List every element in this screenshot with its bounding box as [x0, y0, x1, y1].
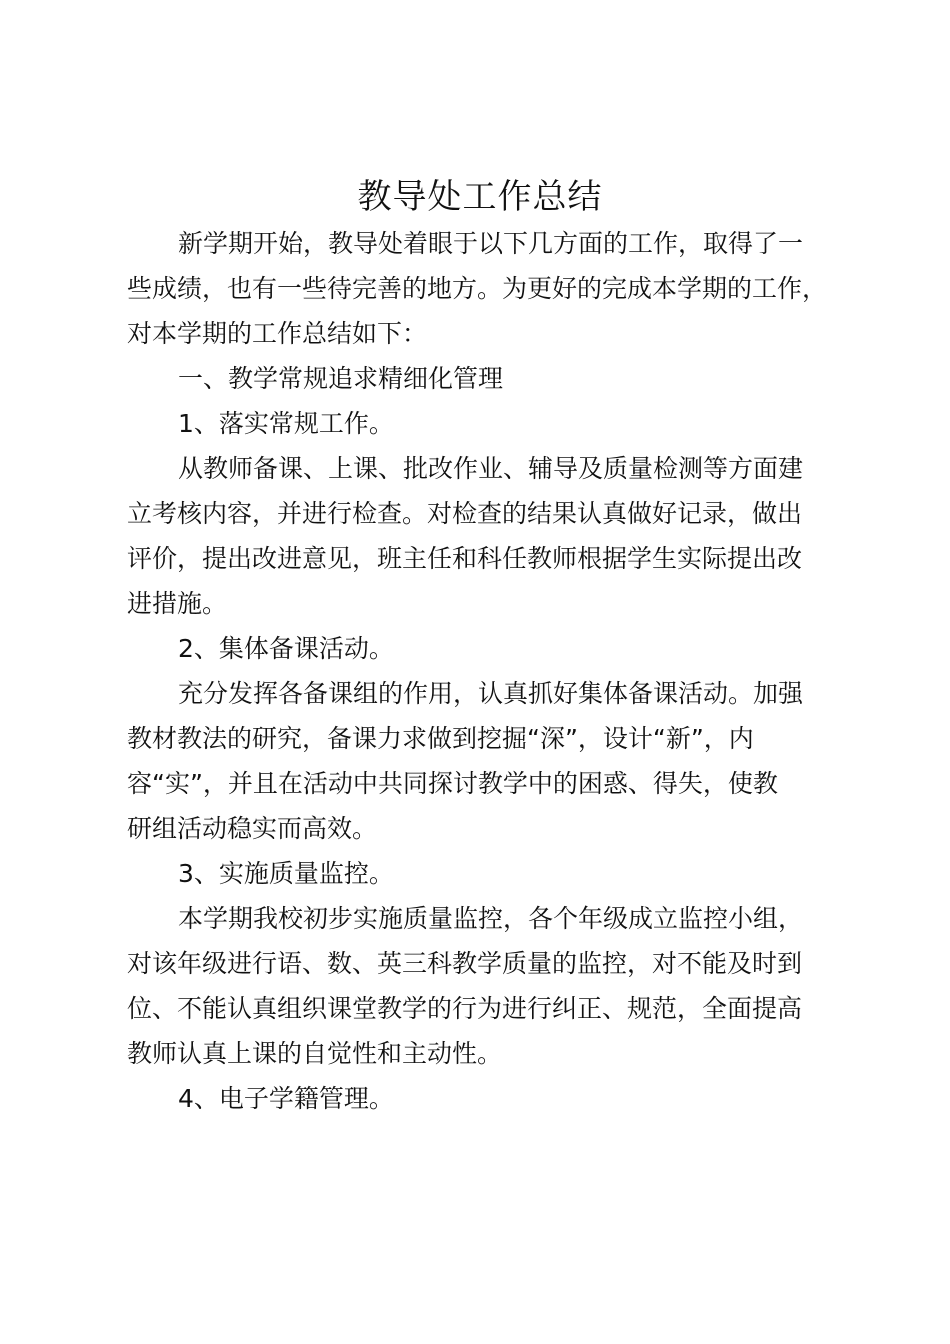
paragraph-line: 新学期开始，教导处着眼于以下几方面的工作，取得了一: [178, 229, 804, 258]
paragraph-line: 立考核内容，并进行检查。对检查的结果认真做好记录，做出: [127, 499, 803, 528]
subsection-heading: 3、实施质量监控。: [178, 859, 394, 888]
paragraph-line: 容“实”，并且在活动中共同探讨教学中的困惑、得失，使教: [127, 769, 778, 798]
paragraph-line: 从教师备课、上课、批改作业、辅导及质量检测等方面建: [178, 454, 804, 483]
paragraph-line: 教材教法的研究，备课力求做到挖掘“深”，设计“新”，内: [127, 724, 754, 753]
paragraph-line: 些成绩，也有一些待完善的地方。为更好的完成本学期的工作，: [127, 274, 828, 303]
paragraph-line: 位、不能认真组织课堂教学的行为进行纠正、规范，全面提高: [127, 994, 803, 1023]
paragraph-line: 本学期我校初步实施质量监控，各个年级成立监控小组，: [178, 904, 804, 933]
subsection-heading: 4、电子学籍管理。: [178, 1084, 394, 1113]
paragraph-line: 评价，提出改进意见，班主任和科任教师根据学生实际提出改: [127, 544, 803, 573]
section-heading: 一、教学常规追求精细化管理: [178, 364, 504, 393]
paragraph-line: 进措施。: [127, 589, 228, 618]
paragraph-line: 充分发挥各备课组的作用，认真抓好集体备课活动。加强: [178, 679, 804, 708]
subsection-heading: 2、集体备课活动。: [178, 634, 394, 663]
subsection-heading: 1、落实常规工作。: [178, 409, 394, 438]
paragraph-line: 对该年级进行语、数、英三科教学质量的监控，对不能及时到: [127, 949, 803, 978]
paragraph-line: 研组活动稳实而高效。: [127, 814, 378, 843]
document-title: 教导处工作总结: [357, 177, 603, 217]
paragraph-line: 教师认真上课的自觉性和主动性。: [127, 1039, 503, 1068]
paragraph-line: 对本学期的工作总结如下：: [127, 319, 428, 348]
